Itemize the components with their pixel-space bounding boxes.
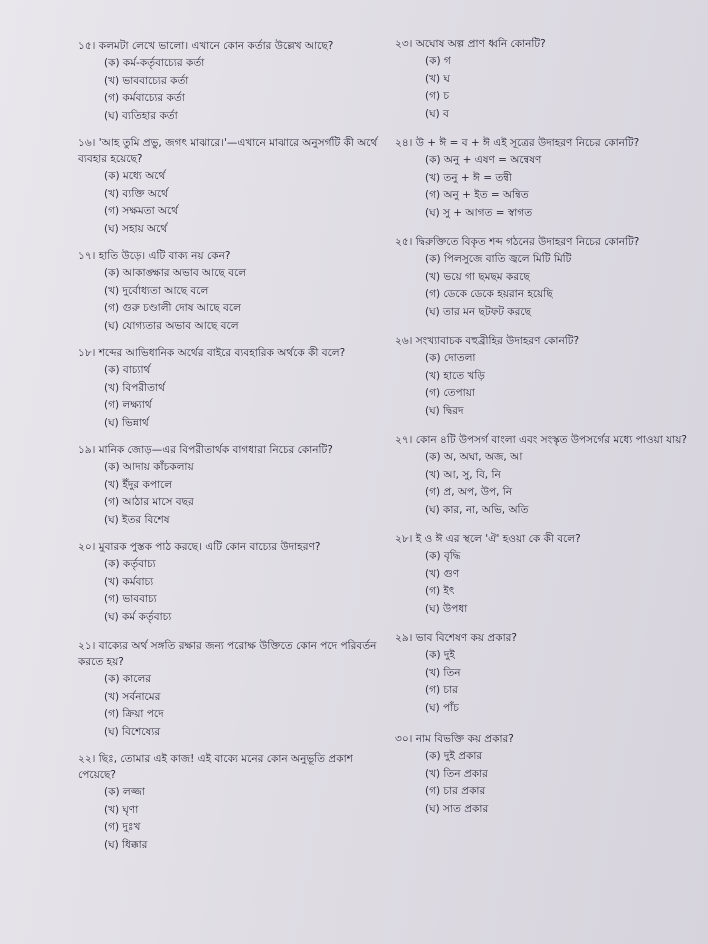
answer-option: (খ) তিন	[425, 666, 461, 679]
answer-option: (ক) আকাঙ্ক্ষার অভাব আছে বলে	[104, 267, 247, 279]
answer-option: (ঘ) ভিন্নার্থ	[104, 416, 149, 429]
answer-option: (ঘ) সহায় অর্থে	[104, 222, 168, 235]
question-block	[395, 36, 695, 123]
answer-option: (খ) দুর্বোধ্যতা আছে বলে	[104, 284, 209, 297]
option-list	[104, 168, 378, 238]
answer-option: (ঘ) ইতর বিশেষ	[104, 513, 170, 526]
answer-option: (ক) আদায় কাঁচকলায়	[104, 461, 194, 473]
question-block	[395, 731, 695, 818]
answer-option: (ক) অ, অঘা, অজ, আ	[425, 451, 523, 463]
answer-option: (ঘ) তার মন ছটফট করছে	[425, 305, 532, 318]
answer-option: (খ) হাতে খড়ি	[425, 369, 485, 382]
question-block	[78, 135, 378, 238]
question-text: ২৪। উ + ঈ = ব + ঈ এই সূত্রের উদাহরণ নিচের কোনটি?	[395, 137, 640, 149]
answer-option: (গ) গুরু চণ্ডালী দোষ আছে বলে	[104, 302, 241, 314]
option-list	[104, 459, 378, 529]
answer-option: (ক) পিলসুজে বাতি জ্বলে মিটি মিটি	[425, 253, 572, 265]
answer-option: (ঘ) ব্যতিহার কর্তা	[104, 109, 178, 122]
option-list	[425, 449, 695, 519]
answer-option: (গ) প্র, অপ, উপ, নি	[425, 486, 513, 498]
answer-option: (ঘ) পাঁচ	[425, 701, 459, 714]
answer-option: (খ) ঘৃণা	[104, 803, 139, 816]
option-list	[104, 265, 378, 335]
question-block	[78, 345, 378, 432]
answer-option: (গ) ক্রিয়া পদে	[104, 708, 164, 720]
question-block	[78, 38, 378, 125]
question-text: ২০। মুবারক পুস্তক পাঠ করছে। এটি কোন বাচ্যের উদাহরণ?	[78, 541, 321, 553]
answer-option: (খ) ইঁদুর কপালে	[104, 478, 173, 491]
option-list	[104, 784, 378, 854]
answer-option: (গ) অনু + ইত = অন্বিত	[425, 189, 529, 201]
answer-option: (খ) ভাববাচ্যের কর্তা	[104, 74, 189, 87]
answer-option: (খ) সর্বনামের	[104, 690, 161, 703]
question-block	[78, 539, 378, 626]
answer-option: (গ) ভাববাচ্য	[104, 593, 157, 605]
option-list	[425, 251, 695, 321]
answer-option: (খ) তনু + ঈ = তন্বী	[425, 171, 512, 184]
question-text: ২৩। অঘোষ অল্প প্রাণ ধ্বনি কোনটি?	[395, 38, 546, 50]
answer-option: (ক) কর্ম-কর্তৃবাচ্যের কর্তা	[104, 57, 205, 69]
answer-option: (ক) দুই প্রকার	[425, 750, 483, 762]
answer-option: (ক) দোতলা	[425, 352, 476, 364]
answer-option: (ক) দুই	[425, 649, 455, 661]
answer-option: (গ) দুঃখ	[104, 821, 141, 833]
option-list	[425, 748, 695, 818]
option-list	[425, 53, 695, 123]
answer-option: (গ) ইৎ	[425, 585, 455, 597]
answer-option: (ক) অনু + এষণ = অন্বেষণ	[425, 154, 542, 166]
question-text: ১৫। কলমটা লেখে ভালো। এখানে কোন কর্তার উল্লেখ আছে?	[78, 40, 334, 52]
option-list	[104, 671, 378, 741]
answer-option: (ক) লজ্জা	[104, 786, 145, 798]
question-text: ১৮। শব্দের আভিধানিক অর্থের বাইরে ব্যবহারিক অর্থকে কী বলে?	[78, 347, 346, 359]
question-block	[395, 333, 695, 420]
question-block	[395, 432, 695, 519]
question-block	[78, 638, 378, 741]
answer-option: (গ) কর্মবাচ্যের কর্তা	[104, 92, 185, 104]
option-list	[425, 350, 695, 420]
question-block	[78, 248, 378, 335]
answer-option: (ক) বাচ্যার্থ	[104, 364, 151, 376]
answer-option: (ঘ) বিশেষ্যের	[104, 725, 161, 738]
answer-option: (গ) চার	[425, 684, 458, 696]
question-text: ২৫। দ্বিরুক্তিতে বিকৃত শব্দ গঠনের উদাহরণ নিচের কোনটি?	[395, 236, 640, 248]
answer-option: (ঘ) যোগ্যতার অভাব আছে বলে	[104, 319, 239, 332]
question-text: ১৯। মানিক জোড়—এর বিপরীতার্থক বাগধারা নিচের কোনটি?	[78, 444, 333, 456]
option-list	[104, 55, 378, 125]
answer-option: (গ) সক্ষমতা অর্থে	[104, 205, 179, 217]
answer-option: (ঘ) কার, না, অভি, অতি	[425, 503, 529, 516]
question-block	[78, 442, 378, 529]
question-text: ১৭। হাতি উড়ে। এটি বাক্য নয় কেন?	[78, 250, 231, 262]
answer-option: (ঘ) কর্ম কর্তৃবাচ্য	[104, 610, 172, 623]
answer-option: (ক) কালের	[104, 673, 152, 685]
question-text: ১৬। 'আহ তুমি প্রভু, জগৎ মাঝারে।'—এখানে মাঝারে অনুসর্গটি কী অর্থে ব্যবহার হয়েছে?	[78, 137, 378, 165]
answer-option: (খ) বিপরীতার্থ	[104, 381, 165, 394]
answer-option: (খ) তিন প্রকার	[425, 767, 488, 780]
question-text: ২৯। ভাব বিশেষণ কয় প্রকার?	[395, 632, 517, 644]
answer-option: (খ) আ, সু, বি, নি	[425, 468, 501, 481]
question-text: ২৮। ই ও ঈ এর স্থলে 'ঐ' হওয়া কে কী বলে?	[395, 533, 581, 545]
question-text: ২৬। সংখ্যাবাচক বহুব্রীহির উদাহরণ কোনটি?	[395, 335, 580, 347]
left-question-column	[78, 38, 378, 854]
question-text: ২১। বাক্যের অর্থ সঙ্গতি রক্ষার জন্য পরোক্ষ উক্তিতে কোন পদে পরিবর্তন করতে হয়?	[78, 640, 377, 668]
right-question-column	[395, 36, 695, 818]
answer-option: (ঘ) ধিক্কার	[104, 838, 148, 851]
question-block	[395, 234, 695, 321]
question-block	[395, 531, 695, 618]
answer-option: (ক) গ	[425, 55, 451, 67]
answer-option: (গ) তেপায়া	[425, 387, 475, 399]
answer-option: (খ) ঘ	[425, 72, 450, 85]
answer-option: (খ) কর্মবাচ্য	[104, 575, 154, 588]
option-list	[425, 647, 695, 717]
question-block	[395, 135, 695, 222]
answer-option: (ক) কর্তৃবাচ্য	[104, 558, 156, 570]
question-text: ২২। ছিঃ, তোমার এই কাজ! এই বাক্যে মনের কোন অনুভূতি প্রকাশ পেয়েছে?	[78, 753, 353, 781]
answer-option: (গ) চ	[425, 90, 450, 102]
question-block	[395, 630, 695, 717]
answer-option: (গ) আঠার মাসে বছর	[104, 496, 194, 508]
answer-option: (খ) গুণ	[425, 567, 460, 580]
answer-option: (খ) ব্যক্তি অর্থে	[104, 187, 168, 200]
answer-option: (গ) লক্ষ্যার্থ	[104, 399, 152, 411]
answer-option: (ক) বৃদ্ধি	[425, 550, 461, 562]
answer-option: (ঘ) উপধা	[425, 602, 468, 615]
answer-option: (ঘ) দ্বিরদ	[425, 404, 464, 417]
question-text: ৩০। নাম বিভক্তি কয় প্রকার?	[395, 733, 514, 745]
question-text: ২৭। কোন ৪টি উপসর্গ বাংলা এবং সংস্কৃত উপসর্গের মধ্যে পাওয়া যায়?	[395, 434, 687, 446]
option-list	[425, 152, 695, 222]
answer-option: (ক) মধ্যে অর্থে	[104, 170, 166, 182]
answer-option: (গ) চার প্রকার	[425, 785, 486, 797]
answer-option: (ঘ) ব	[425, 107, 449, 120]
answer-option: (ঘ) সু + আগত = স্বাগত	[425, 206, 533, 219]
option-list	[104, 362, 378, 432]
option-list	[104, 556, 378, 626]
answer-option: (গ) ডেকে ডেকে হয়রান হয়েছি	[425, 288, 553, 300]
question-block	[78, 751, 378, 854]
option-list	[425, 548, 695, 618]
answer-option: (ঘ) সাত প্রকার	[425, 802, 489, 815]
answer-option: (খ) ভয়ে গা ছমছম করছে	[425, 270, 530, 283]
